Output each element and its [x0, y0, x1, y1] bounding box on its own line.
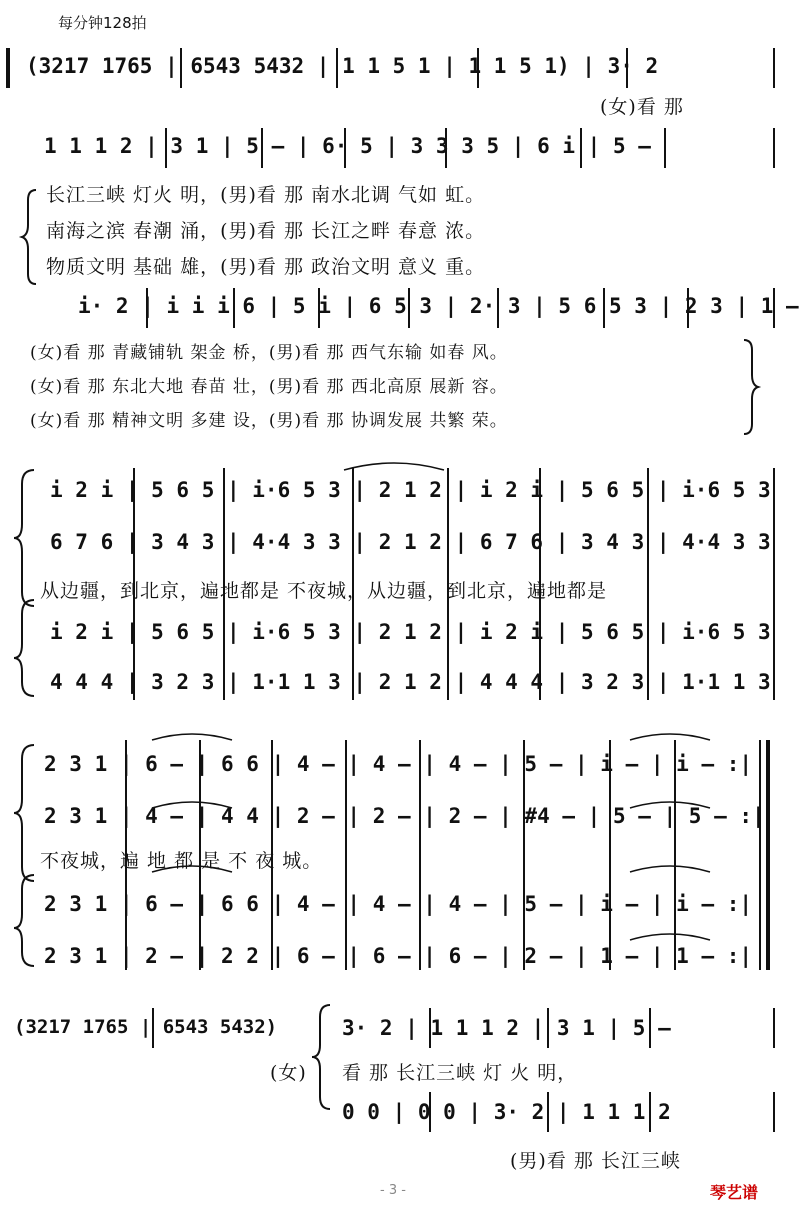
- system3-verse-3: (女)看 那 精神文明 多建 设，(男)看 那 协调发展 共繁 荣。: [30, 411, 508, 431]
- system4-part1: i 2 i | 5 6 5 | i·6 5 3 | 2 1 2 | i 2 i | 5 6 5 | i·6 5 3: [50, 478, 771, 502]
- system5-part1: 2 3 1 | 6 – | 6 6 | 4 – | 4 – | 4 – | 5 – | i – | i – :|: [44, 752, 753, 776]
- system1-lyric: (女)看 那: [600, 96, 684, 118]
- site-logo[interactable]: 琴艺谱: [710, 1183, 759, 1202]
- system5-part4: 2 3 1 | 2 – | 2 2 | 6 – | 6 – | 6 – | 2 – | 1 – | 1 – :|: [44, 944, 753, 968]
- system2-verse-2: 南海之滨 春潮 涌，(男)看 那 长江之畔 春意 浓。: [46, 220, 486, 242]
- system6-upper: 3· 2 | 1 1 1 2 | 3 1 | 5 –: [342, 1016, 671, 1040]
- system3-notes: i· 2 | i i i 6 | 5 i | 6 5 3 | 2· 3 | 5 6 5 3 | 2 3 | 1 –: [78, 294, 799, 318]
- system2-verse-1: 长江三峡 灯火 明，(男)看 那 南水北调 气如 虹。: [46, 184, 486, 206]
- system6-female-label: (女): [270, 1062, 307, 1084]
- system2-notes: 1 1 1 2 | 3 1 | 5 – | 6· 5 | 3 3 3 5 | 6 i | 5 –: [44, 134, 651, 158]
- page-number: - 3 -: [380, 1183, 406, 1198]
- system1-notes: (3217 1765 | 6543 5432 | 1 1 5 1 | 1 1 5 1) | 3· 2: [26, 54, 659, 78]
- system5-lyric: 不夜城，遍 地 都 是 不 夜 城。: [40, 850, 323, 872]
- tempo-marking: 每分钟128拍: [58, 14, 147, 32]
- system6-lower: 0 0 | 0 0 | 3· 2 | 1 1 1 2: [342, 1100, 671, 1124]
- system4-lyric: 从边疆，到北京，遍地都是 不夜城，从边疆，到北京，遍地都是: [40, 580, 608, 602]
- system6-intro: (3217 1765 | 6543 5432): [14, 1016, 278, 1038]
- system5-part2: 2 3 1 | 4 – | 4 4 | 2 – | 2 – | 2 – | #4 – | 5 – | 5 – :|: [44, 804, 765, 828]
- system5-part3: 2 3 1 | 6 – | 6 6 | 4 – | 4 – | 4 – | 5 – | i – | i – :|: [44, 892, 753, 916]
- system6-lower-lyric: (男)看 那 长江三峡: [510, 1150, 681, 1172]
- system3-verse-1: (女)看 那 青藏铺轨 架金 桥，(男)看 那 西气东输 如春 风。: [30, 343, 508, 363]
- system4-part2: 6 7 6 | 3 4 3 | 4·4 3 3 | 2 1 2 | 6 7 6 | 3 4 3 | 4·4 3 3: [50, 530, 771, 554]
- system3-verse-2: (女)看 那 东北大地 春苗 壮，(男)看 那 西北高原 展新 容。: [30, 377, 508, 397]
- system4-part3: i 2 i | 5 6 5 | i·6 5 3 | 2 1 2 | i 2 i | 5 6 5 | i·6 5 3: [50, 620, 771, 644]
- system2-verse-3: 物质文明 基础 雄，(男)看 那 政治文明 意义 重。: [46, 256, 486, 278]
- system6-upper-lyric: 看 那 长江三峡 灯 火 明，: [342, 1062, 578, 1084]
- system4-part4: 4 4 4 | 3 2 3 | 1·1 1 3 | 2 1 2 | 4 4 4 | 3 2 3 | 1·1 1 3: [50, 670, 771, 694]
